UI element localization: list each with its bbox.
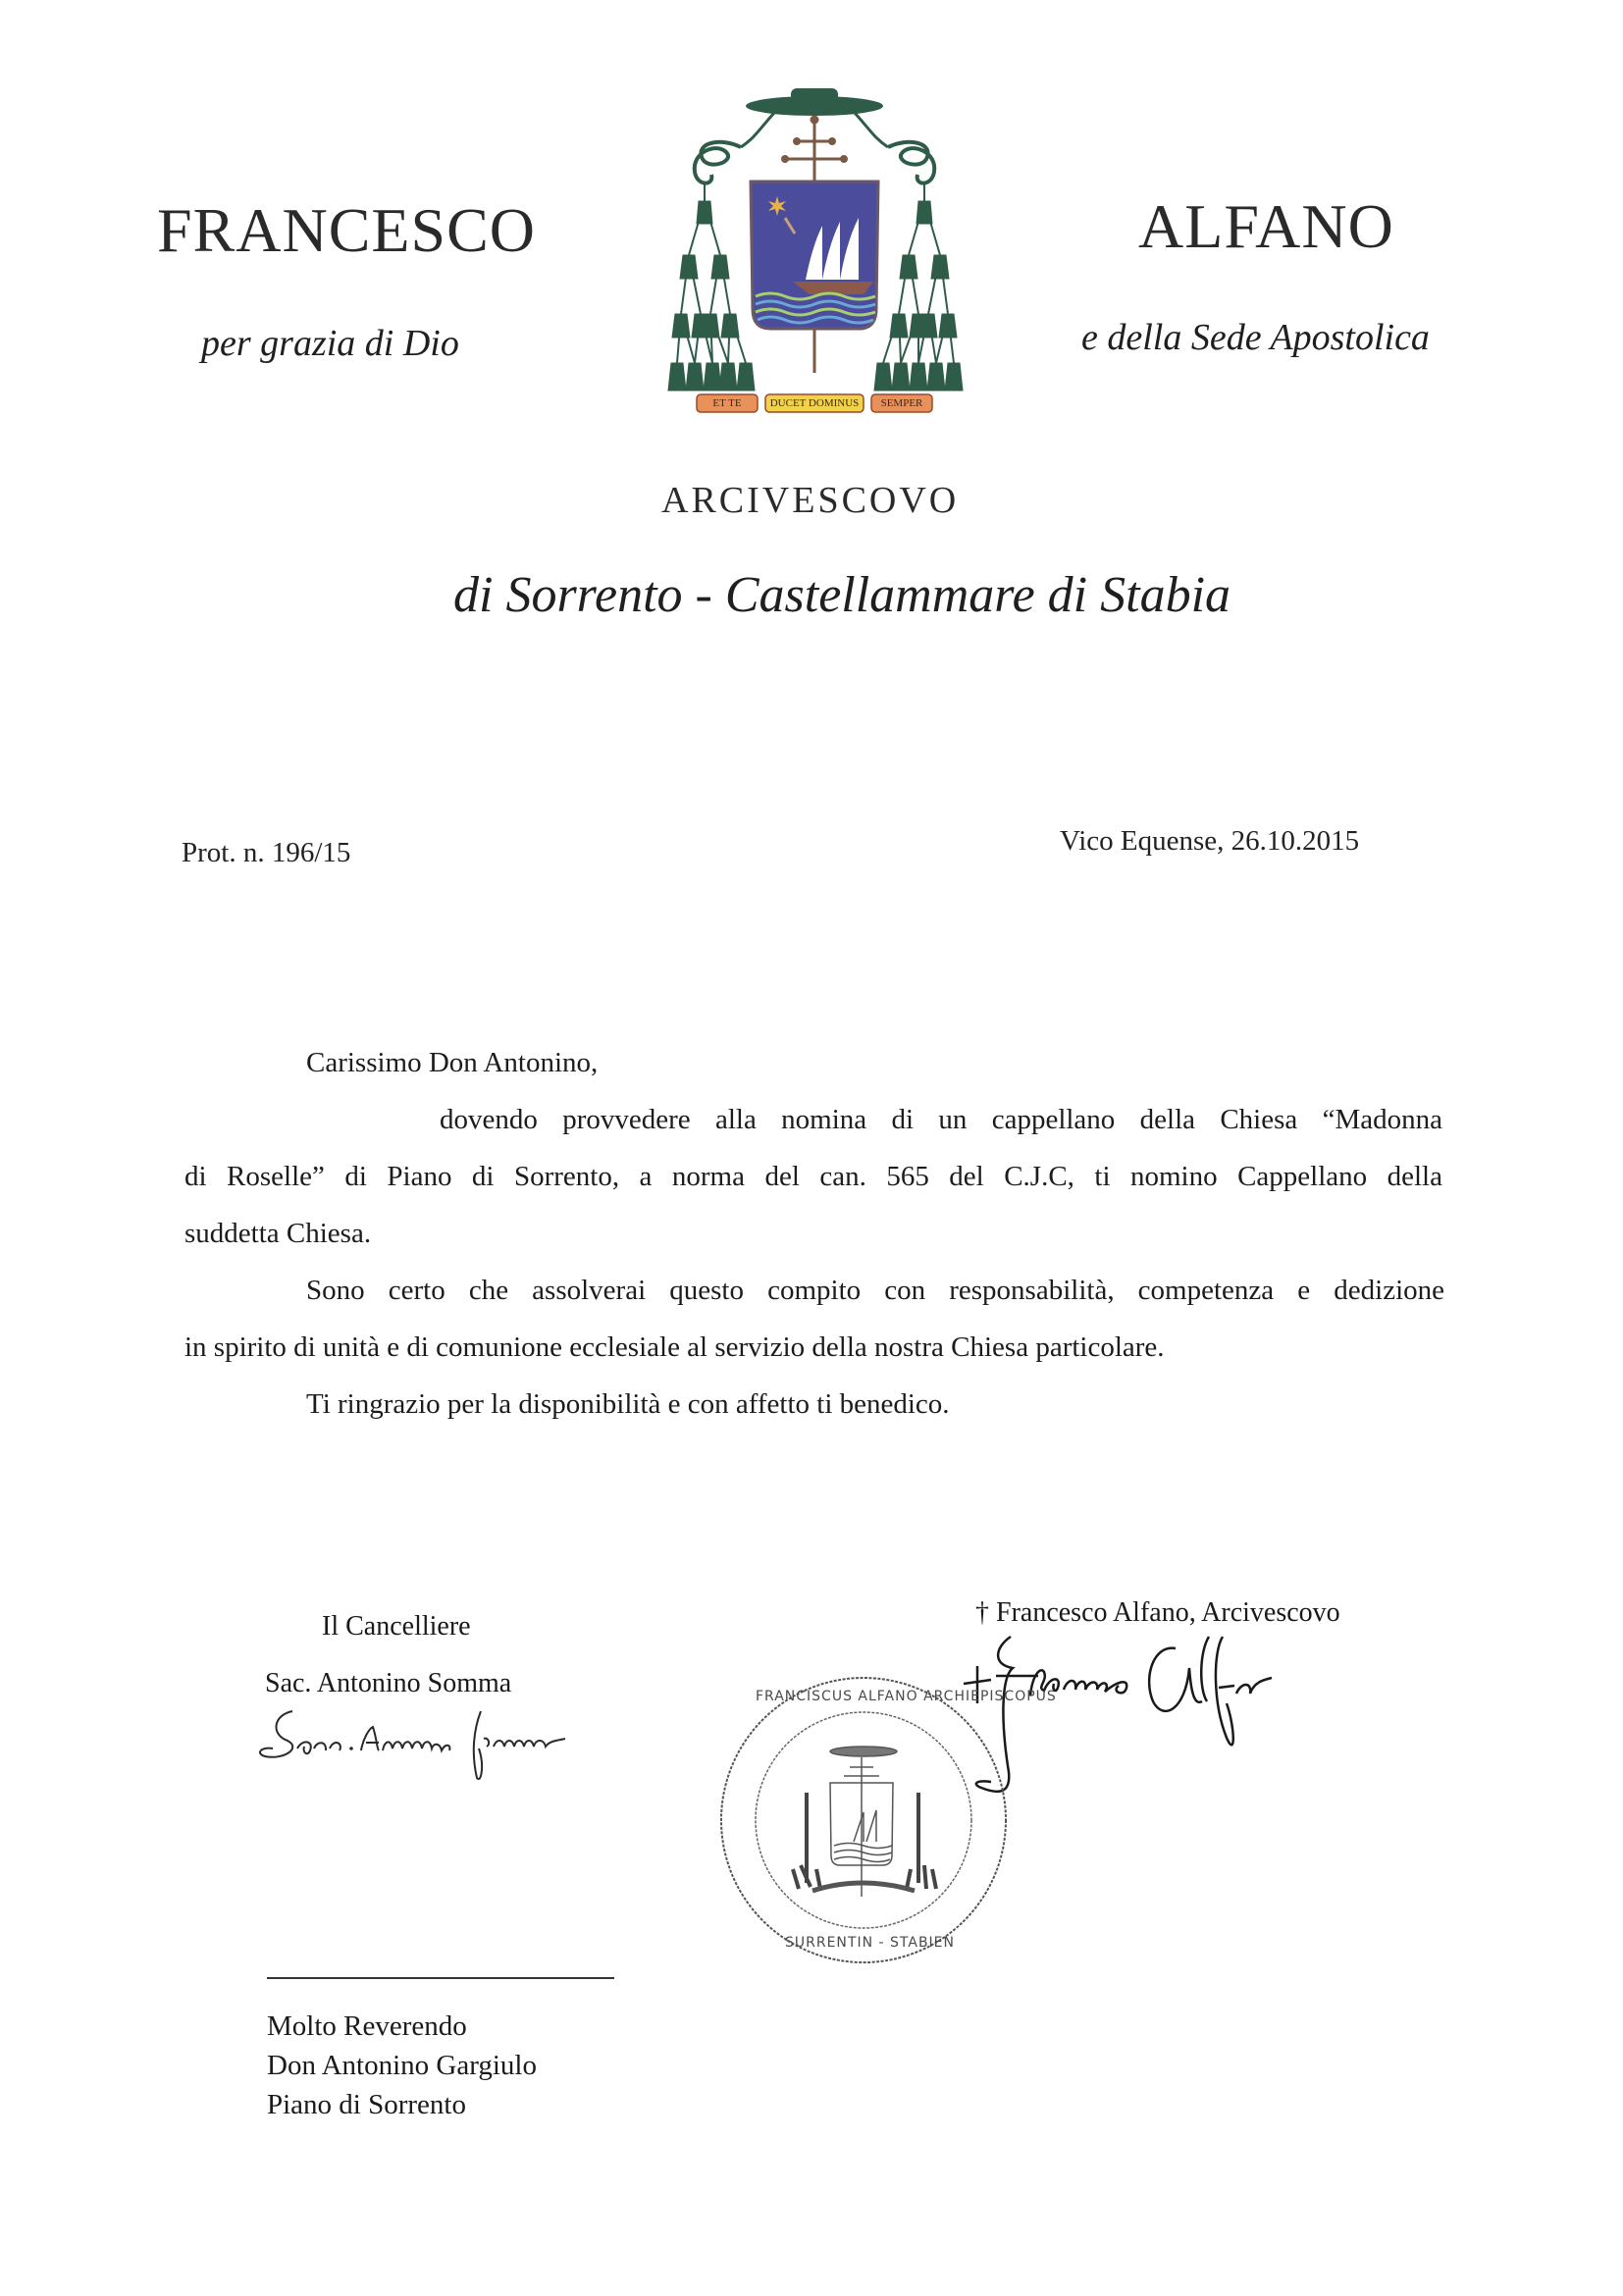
grace-left-text: per grazia di Dio [201, 323, 459, 364]
first-name-heading: FRANCESCO [157, 195, 536, 265]
body-line-4 [306, 1274, 1444, 1307]
diocese-heading: di Sorrento - Castellammare di Stabia [453, 567, 1231, 623]
left-tassels [668, 182, 755, 391]
seal-arms [793, 1747, 936, 1897]
salutation: Carissimo Don Antonino, [306, 1047, 599, 1078]
motto-left: ET TE [712, 397, 742, 409]
body-line-3: suddetta Chiesa. [184, 1218, 372, 1249]
body-line-1 [440, 1103, 1442, 1136]
recipient-divider [267, 1977, 614, 1979]
right-tassels [874, 182, 963, 391]
body-line-2-text: di Roselle” di Piano di Sorrento, a norma del can. 565 del C.J.C, ti nomino Cappellano della [184, 1161, 1442, 1192]
body-line-2 [184, 1160, 1442, 1193]
protocol-number: Prot. n. 196/15 [182, 837, 351, 868]
place-date: Vico Equense, 26.10.2015 [1060, 825, 1360, 857]
recipient-line-1: Molto Reverendo [267, 2010, 467, 2042]
recipient-line-2: Don Antonino Gargiulo [267, 2050, 537, 2081]
recipient-line-3: Piano di Sorrento [267, 2089, 466, 2120]
episcopal-seal-icon [716, 1673, 1057, 1967]
seal-inscription-top: FRANCISCUS ALFANO ARCHIEPISCOPUS [756, 1689, 1057, 1704]
chancellor-role: Il Cancelliere [322, 1611, 471, 1642]
chancellor-signature-icon [253, 1705, 646, 1784]
body-line-1-text: dovendo provvedere alla nomina di un cappellano della Chiesa “Madonna [440, 1104, 1442, 1135]
archbishop-name: † Francesco Alfano, Arcivescovo [975, 1597, 1340, 1628]
seal-inscription-bottom: SURRENTIN - STABIEN [785, 1935, 955, 1951]
body-line-4-text: Sono certo che assolverai questo compito con responsabilità, competenza e dedizione [306, 1275, 1444, 1306]
episcopal-coat-of-arms-icon [667, 78, 962, 422]
grace-right-text: e della Sede Apostolica [1081, 317, 1430, 358]
archbishop-signature-icon [942, 1635, 1403, 1801]
body-line-6: Ti ringrazio per la disponibilità e con affetto ti benedico. [306, 1388, 950, 1420]
title-heading: ARCIVESCOVO [661, 480, 960, 521]
body-line-5: in spirito di unità e di comunione ecclesiale al servizio della nostra Chiesa particolare. [184, 1331, 1165, 1363]
motto-center: DUCET DOMINUS [769, 397, 860, 409]
motto-right: SEMPER [880, 397, 923, 409]
hat-crown [791, 88, 838, 104]
chancellor-name: Sac. Antonino Somma [265, 1668, 512, 1698]
last-name-heading: ALFANO [1138, 191, 1394, 261]
